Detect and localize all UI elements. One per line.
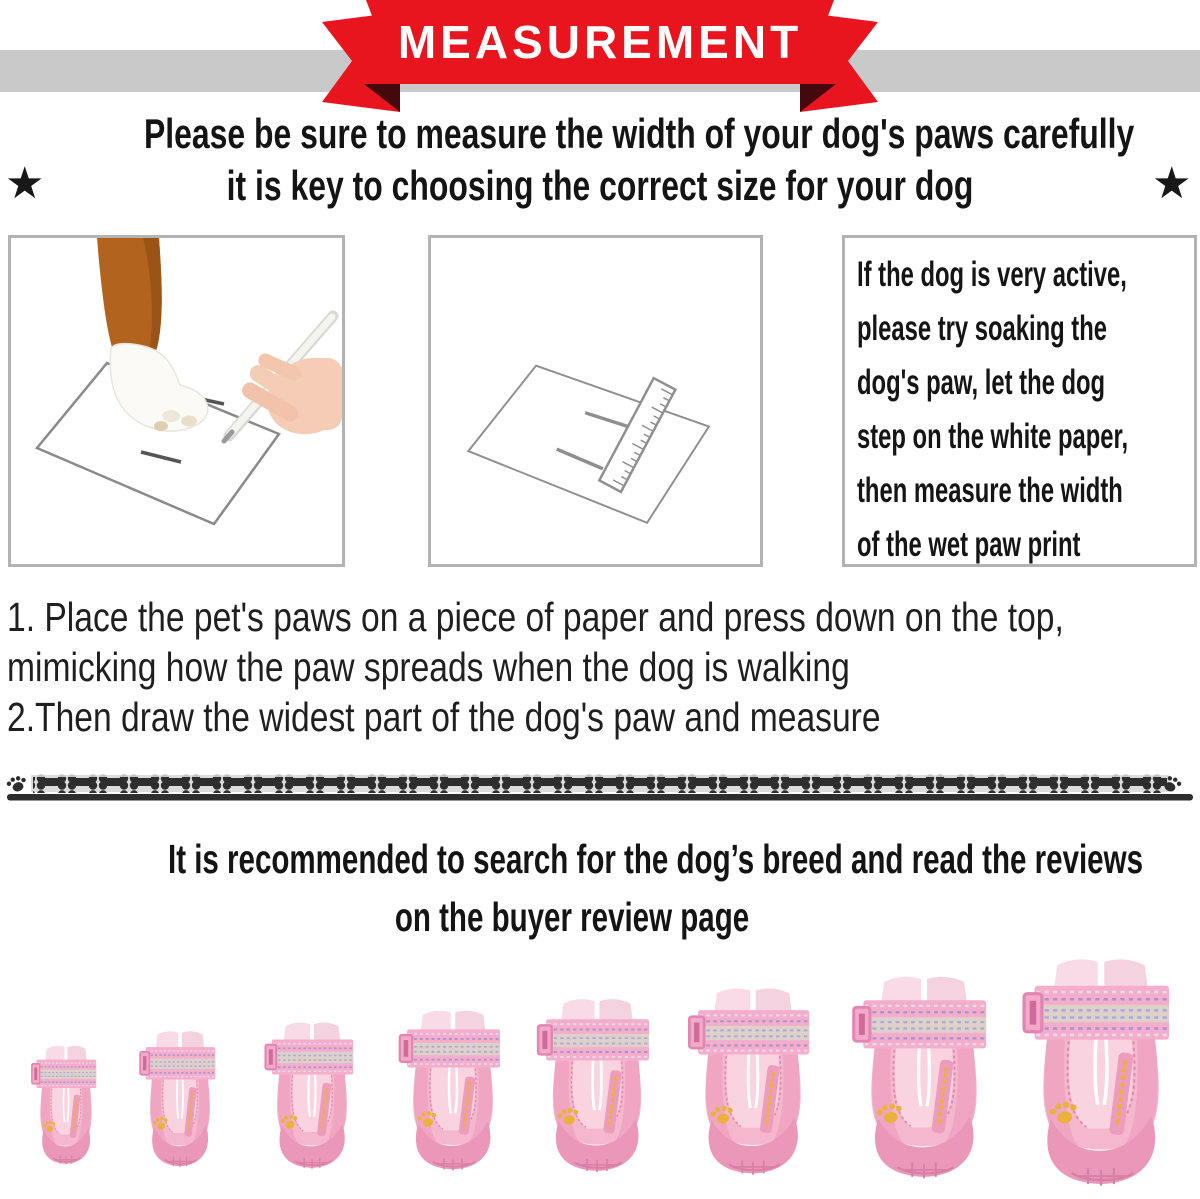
paper-ruler-sketch — [431, 238, 760, 564]
tip-line: then measure the width — [857, 471, 1123, 510]
divider-bar — [7, 794, 1193, 801]
dog-boot-image-5 — [535, 995, 659, 1177]
dog-boot-image-4 — [397, 1007, 509, 1175]
headline-line-1: Please be sure to measure the width of your dog's paws carefully — [144, 110, 1135, 157]
tip-line: If the dog is very active, — [857, 255, 1127, 294]
measuring-instructions — [7, 592, 1196, 742]
banner-title: MEASUREMENT — [397, 16, 803, 68]
dog-boot-image-7 — [850, 972, 998, 1184]
paw-icon-left — [5, 774, 28, 794]
bone-divider — [5, 774, 1195, 808]
headline-line-2: it is key to choosing the correct size for your dog — [226, 162, 974, 209]
tip-line: step on the white paper, — [857, 417, 1129, 456]
star-icon-left: ★ — [5, 158, 45, 209]
recommendation-line-1: It is recommended to search for the dog’s breed and read the reviews — [167, 836, 1143, 882]
instruction-line-2: mimicking how the paw spreads when the dog is walking — [7, 644, 850, 690]
instruction-line-3: 2.Then draw the widest part of the dog's paw and measure — [7, 694, 881, 740]
dog-boot-image-8 — [1020, 954, 1182, 1192]
tip-line: of the wet paw print — [857, 525, 1081, 564]
paw-tracing-illustration — [11, 238, 342, 564]
instruction-line-1: 1. Place the pet's paws on a piece of paper and press down on the top, — [7, 594, 1064, 640]
tip-line: please try soaking the — [857, 309, 1107, 348]
recommendation-line-2: on the buyer review page — [394, 894, 750, 940]
ruler-sketch-box — [428, 235, 763, 567]
active-dog-tip-box — [842, 235, 1197, 567]
dog-boot-image-2 — [138, 1028, 222, 1171]
paw-tracing-photo — [8, 235, 345, 567]
dog-boot-image-1 — [30, 1043, 102, 1168]
tip-line: dog's paw, let the dog — [857, 363, 1106, 402]
dog-boot-image-3 — [263, 1019, 361, 1173]
dog-boot-image-6 — [686, 984, 820, 1180]
star-icon-right: ★ — [1152, 158, 1192, 209]
